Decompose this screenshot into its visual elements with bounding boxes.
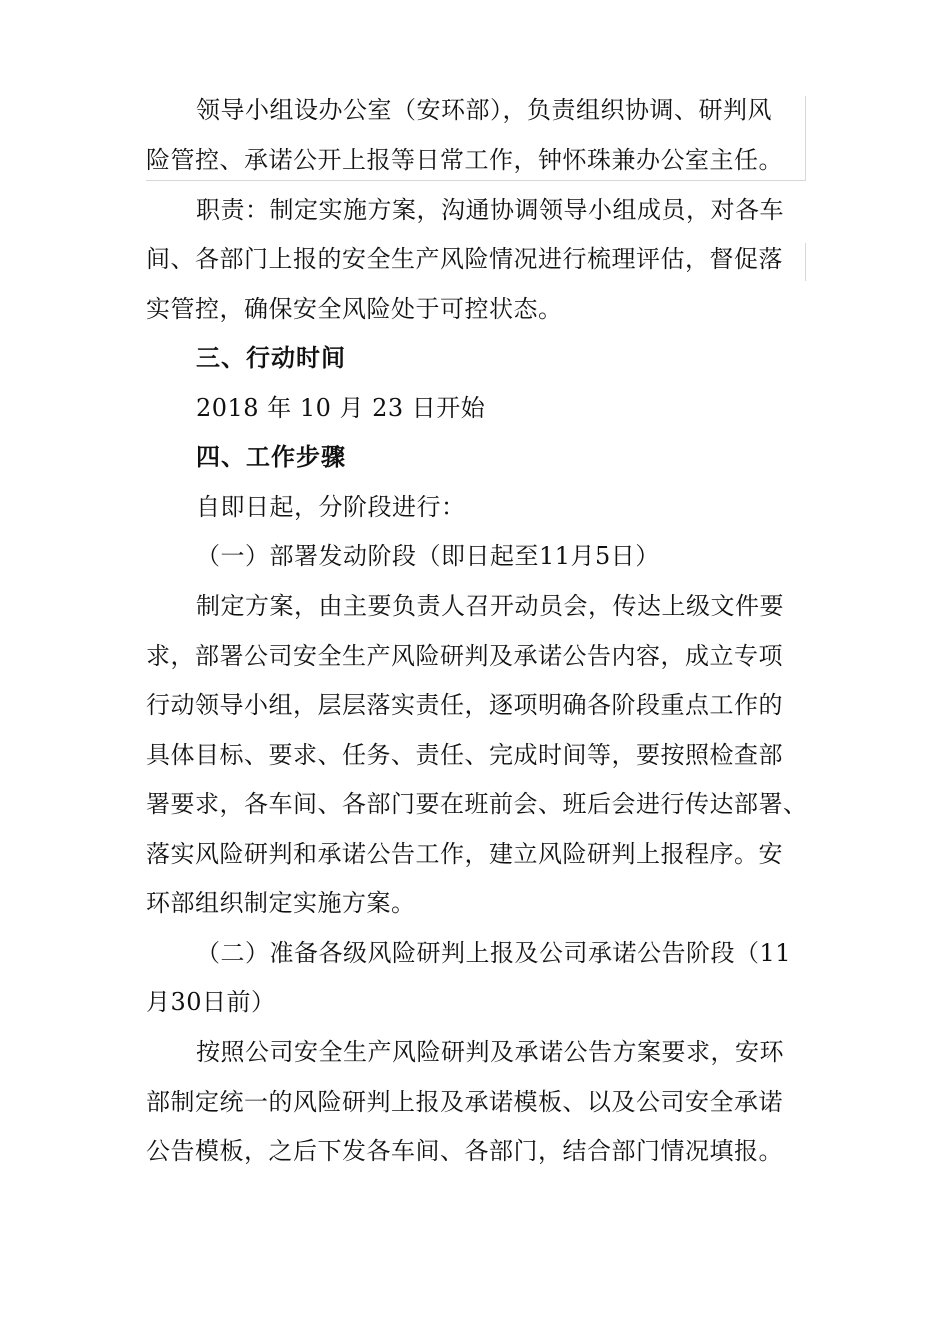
- text-line: 求，部署公司安全生产风险研判及承诺公告内容，成立专项: [146, 642, 783, 670]
- frame-line: [805, 96, 806, 180]
- text-line: 间、各部门上报的安全生产风险情况进行梳理评估，督促落: [146, 245, 783, 273]
- text-line: 落实风险研判和承诺公告工作，建立风险研判上报程序。安: [146, 840, 783, 868]
- section-heading: 三、行动时间: [196, 344, 346, 372]
- text-line: 行动领导小组，层层落实责任，逐项明确各阶段重点工作的: [146, 691, 783, 719]
- text-line: 按照公司安全生产风险研判及承诺公告方案要求，安环: [196, 1038, 784, 1066]
- subsection-title: 月30日前）: [146, 988, 276, 1016]
- text-line: 险管控、承诺公开上报等日常工作，钟怀珠兼办公室主任。: [146, 146, 783, 174]
- text-line: 领导小组设办公室（安环部），负责组织协调、研判风: [196, 96, 772, 124]
- text-line: 职责：制定实施方案，沟通协调领导小组成员，对各车: [196, 196, 784, 224]
- text-line: 环部组织制定实施方案。: [146, 889, 416, 917]
- text-line: 署要求，各车间、各部门要在班前会、班后会进行传达部署、: [146, 790, 808, 818]
- subsection-title: （二）准备各级风险研判上报及公司承诺公告阶段（11: [196, 939, 792, 967]
- frame-line: [146, 180, 806, 181]
- text-line: 部制定统一的风险研判上报及承诺模板、以及公司安全承诺: [146, 1088, 783, 1116]
- text-line: 公告模板，之后下发各车间、各部门，结合部门情况填报。: [146, 1137, 783, 1165]
- text-line: 制定方案，由主要负责人召开动员会，传达上级文件要: [196, 592, 784, 620]
- section-heading: 四、工作步骤: [196, 443, 346, 471]
- text-line: 2018 年 10 月 23 日开始: [196, 394, 486, 422]
- text-line: 具体目标、要求、任务、责任、完成时间等，要按照检查部: [146, 741, 783, 769]
- text-line: 自即日起，分阶段进行：: [196, 493, 466, 521]
- subsection-title: （一）部署发动阶段（即日起至11月5日）: [196, 542, 660, 570]
- text-line: 实管控，确保安全风险处于可控状态。: [146, 295, 563, 323]
- frame-line: [805, 243, 806, 281]
